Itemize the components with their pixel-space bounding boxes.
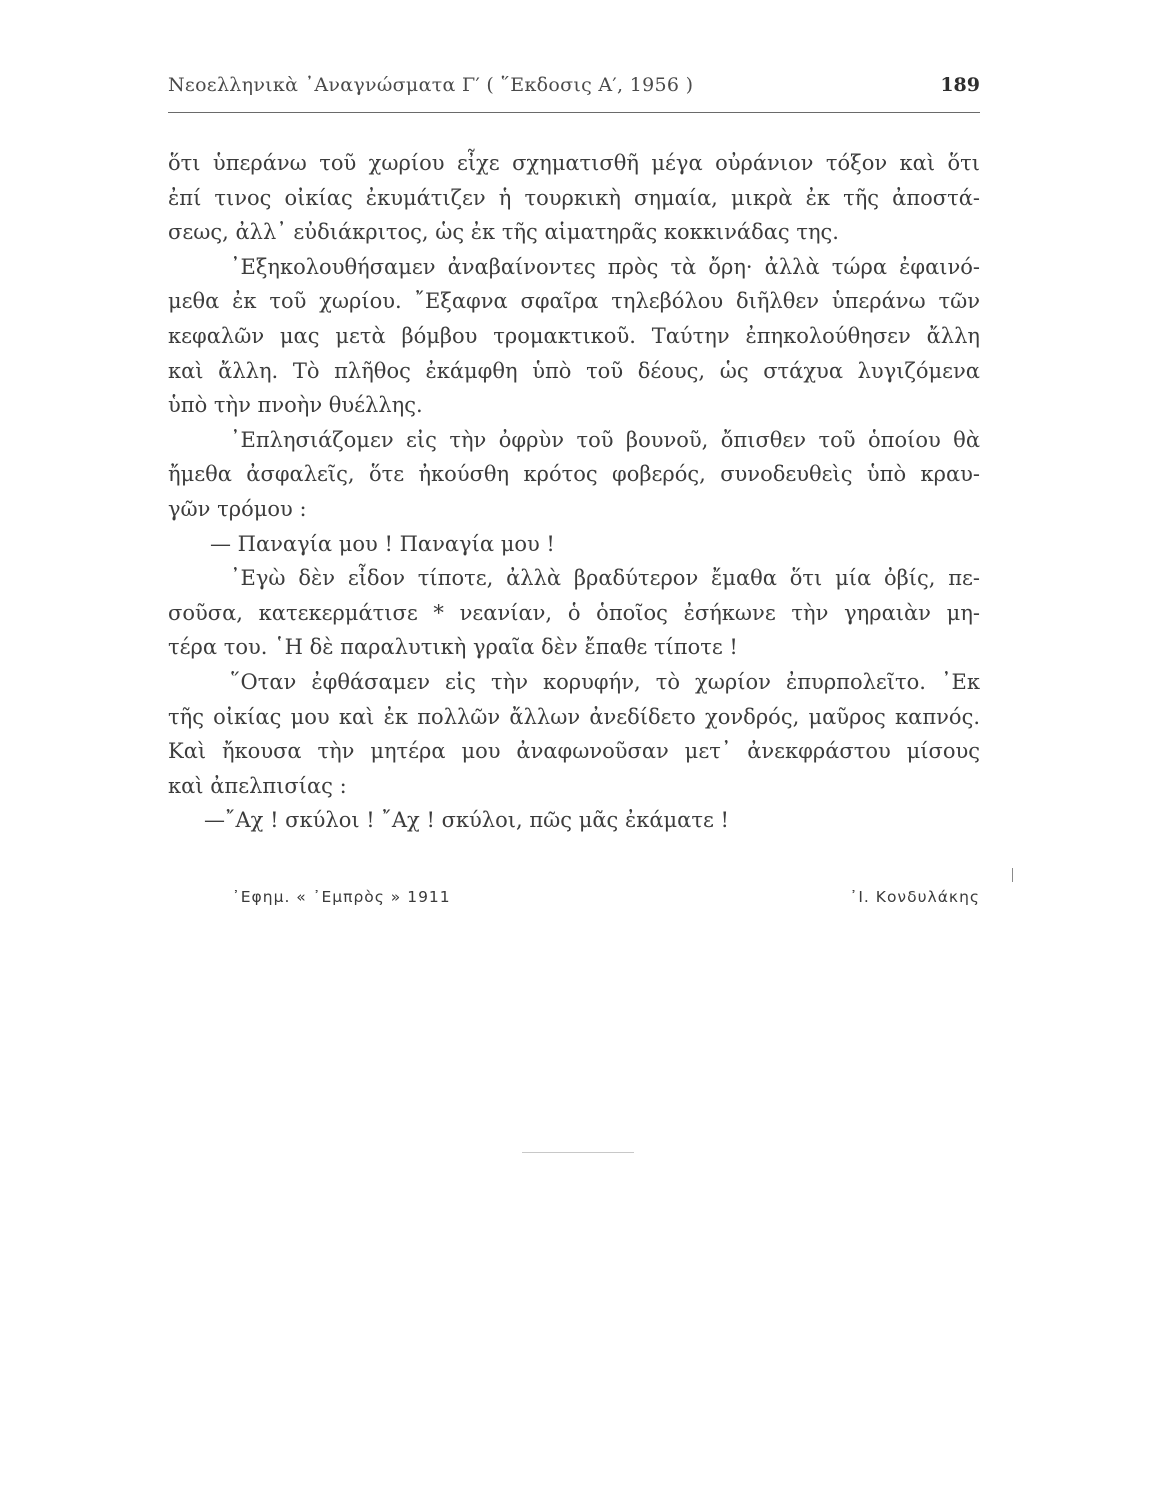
- end-divider: [522, 1152, 634, 1153]
- text-line: σοῦσα, κατεκερμάτισε * νεανίαν, ὁ ὁποῖος ἐσήκωνε τὴν γηραιὰν μη-: [168, 600, 980, 625]
- attribution: [232, 888, 980, 914]
- text-line: ᾿Επλησιάζομεν εἰς τὴν ὀφρὺν τοῦ βουνοῦ, ὄπισθεν τοῦ ὁποίου θὰ: [230, 427, 980, 452]
- text-line: γῶν τρόμου :: [168, 496, 307, 521]
- author-name: ᾿Ι. Κονδυλάκης: [849, 888, 980, 906]
- running-title: Νεοελληνικὰ ᾿Αναγνώσματα Γ′ ( ῞Εκδοσις Α′, 1956 ): [168, 74, 694, 96]
- header-divider: [168, 112, 980, 113]
- text-line: μεθα ἐκ τοῦ χωρίου. ῎Εξαφνα σφαῖρα τηλεβόλου διῆλθεν ὑπεράνω τῶν: [168, 289, 980, 314]
- text-line: σεως, ἀλλ᾿ εὐδιάκριτος, ὡς ἐκ τῆς αἱματηρᾶς κοκκινάδας της.: [168, 220, 839, 245]
- text-line: καὶ ἄλλη. Τὸ πλῆθος ἐκάμφθη ὑπὸ τοῦ δέους, ὡς στάχυα λυγιζόμενα: [168, 358, 980, 383]
- page-header: [168, 74, 980, 106]
- text-line: ῞Οταν ἐφθάσαμεν εἰς τὴν κορυφήν, τὸ χωρίον ἐπυρπολεῖτο. ᾿Εκ: [230, 669, 980, 694]
- page-number: 189: [940, 74, 980, 96]
- text-line: ὅτι ὑπεράνω τοῦ χωρίου εἶχε σχηματισθῆ μέγα οὐράνιον τόξον καὶ ὅτι: [168, 151, 980, 175]
- text-line: καὶ ἀπελπισίας :: [168, 773, 347, 798]
- text-line: ὑπὸ τὴν πνοὴν θυέλλης.: [168, 393, 423, 418]
- text-line: τῆς οἰκίας μου καὶ ἐκ πολλῶν ἄλλων ἀνεδίδετο χονδρός, μαῦρος καπνός.: [168, 704, 980, 729]
- text-line: ἤμεθα ἀσφαλεῖς, ὅτε ἠκούσθη κρότος φοβερός, συνοδευθεὶς ὑπὸ κραυ-: [168, 462, 980, 487]
- text-line: Καὶ ἤκουσα τὴν μητέρα μου ἀναφωνοῦσαν μετ᾿ ἀνεκφράστου μίσους: [168, 739, 980, 764]
- text-line: ἐπί τινος οἰκίας ἐκυμάτιζεν ἡ τουρκικὴ σημαία, μικρὰ ἐκ τῆς ἀποστά-: [168, 185, 980, 210]
- dialogue-line: — Παναγία μου ! Παναγία μου !: [210, 531, 555, 556]
- text-line: ᾿Εγὼ δὲν εἶδον τίποτε, ἀλλὰ βραδύτερον ἔμαθα ὅτι μία ὀβίς, πε-: [230, 566, 980, 591]
- margin-mark: [1012, 868, 1013, 882]
- dialogue-line: —῎Αχ ! σκύλοι ! ῎Αχ ! σκύλοι, πῶς μᾶς ἐκάματε !: [204, 808, 729, 833]
- source-citation: ᾿Εφημ. « ᾿Εμπρὸς » 1911: [232, 888, 451, 906]
- text-line: κεφαλῶν μας μετὰ βόμβου τρομακτικοῦ. Ταύτην ἐπηκολούθησεν ἄλλη: [168, 323, 980, 348]
- body-text: [168, 146, 980, 838]
- text-line: ᾿Εξηκολουθήσαμεν ἀναβαίνοντες πρὸς τὰ ὄρη· ἀλλὰ τώρα ἐφαινό-: [230, 254, 980, 279]
- text-line: τέρα του. ῾Η δὲ παραλυτικὴ γραῖα δὲν ἔπαθε τίποτε !: [168, 635, 738, 660]
